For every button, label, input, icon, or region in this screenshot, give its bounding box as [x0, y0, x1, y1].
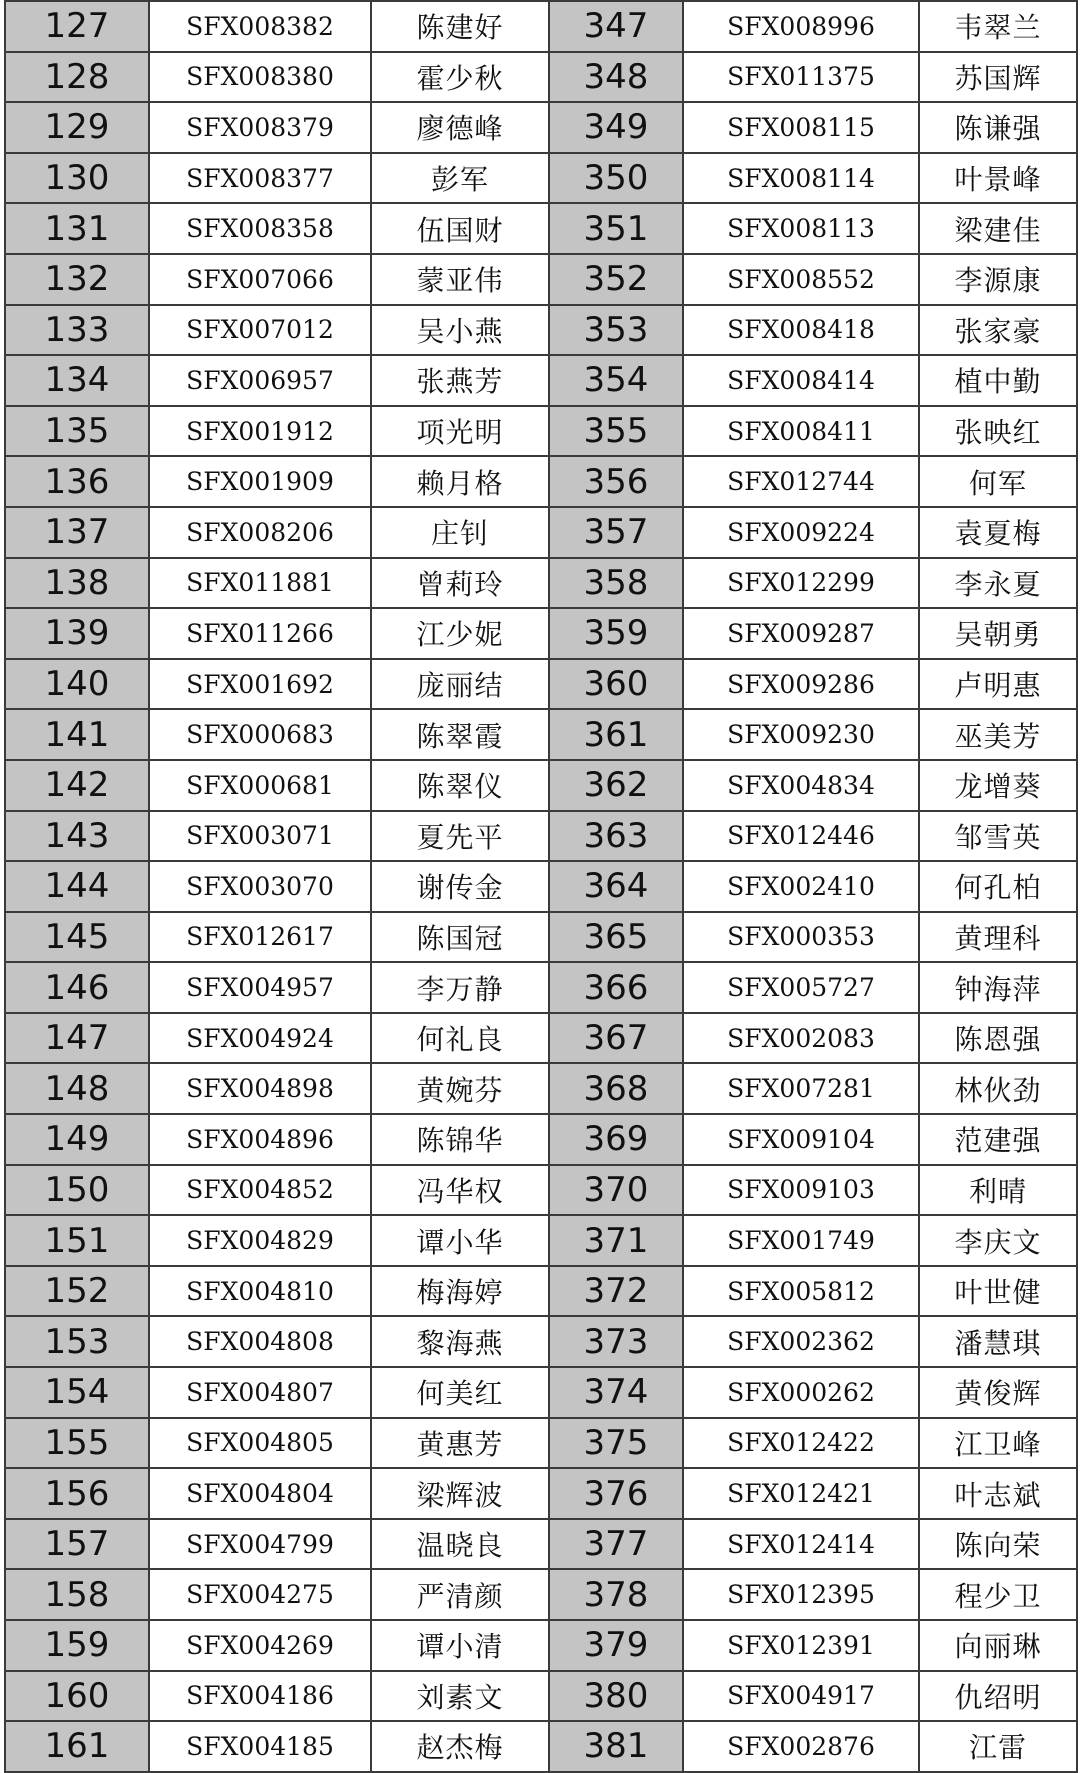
right-name-cell: 何军	[919, 456, 1077, 507]
right-name-cell: 仇绍明	[919, 1671, 1077, 1722]
table-row	[5, 1266, 1077, 1317]
right-number-cell: 379	[549, 1620, 683, 1671]
left-code-cell: SFX004829	[149, 1215, 371, 1266]
right-name-cell: 钟海萍	[919, 962, 1077, 1013]
right-name-cell: 范建强	[919, 1114, 1077, 1165]
right-number-cell: 349	[549, 102, 683, 153]
left-number-cell: 140	[5, 659, 149, 710]
left-name-cell: 曾莉玲	[371, 558, 549, 609]
right-name-cell: 陈谦强	[919, 102, 1077, 153]
left-name-cell: 严清颜	[371, 1569, 549, 1620]
table-row	[5, 1063, 1077, 1114]
left-number-cell: 132	[5, 254, 149, 305]
left-number-cell: 159	[5, 1620, 149, 1671]
left-code-cell: SFX007012	[149, 305, 371, 356]
table-row	[5, 1569, 1077, 1620]
roster-body	[5, 1, 1077, 1772]
left-name-cell: 黄婉芬	[371, 1063, 549, 1114]
right-number-cell: 356	[549, 456, 683, 507]
left-name-cell: 梅海婷	[371, 1266, 549, 1317]
left-number-cell: 155	[5, 1418, 149, 1469]
left-name-cell: 谭小华	[371, 1215, 549, 1266]
right-name-cell: 巫美芳	[919, 709, 1077, 760]
right-name-cell: 龙增葵	[919, 760, 1077, 811]
right-code-cell: SFX012395	[683, 1569, 919, 1620]
left-code-cell: SFX011881	[149, 558, 371, 609]
right-number-cell: 364	[549, 861, 683, 912]
left-code-cell: SFX004186	[149, 1671, 371, 1722]
table-row	[5, 709, 1077, 760]
left-number-cell: 145	[5, 912, 149, 963]
right-code-cell: SFX005812	[683, 1266, 919, 1317]
left-name-cell: 刘素文	[371, 1671, 549, 1722]
right-code-cell: SFX004834	[683, 760, 919, 811]
right-number-cell: 369	[549, 1114, 683, 1165]
right-name-cell: 李源康	[919, 254, 1077, 305]
left-code-cell: SFX004808	[149, 1316, 371, 1367]
right-number-cell: 368	[549, 1063, 683, 1114]
left-code-cell: SFX004852	[149, 1165, 371, 1216]
table-row	[5, 861, 1077, 912]
right-number-cell: 355	[549, 406, 683, 457]
left-name-cell: 霍少秋	[371, 52, 549, 103]
right-number-cell: 371	[549, 1215, 683, 1266]
right-code-cell: SFX002083	[683, 1013, 919, 1064]
right-name-cell: 张映红	[919, 406, 1077, 457]
table-row	[5, 1519, 1077, 1570]
table-row	[5, 659, 1077, 710]
left-number-cell: 153	[5, 1316, 149, 1367]
left-number-cell: 152	[5, 1266, 149, 1317]
right-name-cell: 植中勤	[919, 355, 1077, 406]
left-name-cell: 陈锦华	[371, 1114, 549, 1165]
right-name-cell: 吴朝勇	[919, 608, 1077, 659]
right-name-cell: 梁建佳	[919, 203, 1077, 254]
left-name-cell: 庄钊	[371, 507, 549, 558]
left-name-cell: 何美红	[371, 1367, 549, 1418]
table-row	[5, 355, 1077, 406]
right-code-cell: SFX009224	[683, 507, 919, 558]
table-row	[5, 52, 1077, 103]
table-row	[5, 608, 1077, 659]
left-number-cell: 127	[5, 1, 149, 52]
left-code-cell: SFX006957	[149, 355, 371, 406]
left-number-cell: 135	[5, 406, 149, 457]
left-code-cell: SFX012617	[149, 912, 371, 963]
right-code-cell: SFX005727	[683, 962, 919, 1013]
left-number-cell: 154	[5, 1367, 149, 1418]
left-number-cell: 134	[5, 355, 149, 406]
left-number-cell: 136	[5, 456, 149, 507]
table-row	[5, 558, 1077, 609]
table-row	[5, 811, 1077, 862]
right-name-cell: 李庆文	[919, 1215, 1077, 1266]
left-code-cell: SFX003070	[149, 861, 371, 912]
right-name-cell: 黄俊辉	[919, 1367, 1077, 1418]
right-code-cell: SFX002876	[683, 1721, 919, 1772]
right-number-cell: 362	[549, 760, 683, 811]
left-name-cell: 庞丽结	[371, 659, 549, 710]
right-number-cell: 359	[549, 608, 683, 659]
right-number-cell: 363	[549, 811, 683, 862]
left-number-cell: 137	[5, 507, 149, 558]
left-name-cell: 伍国财	[371, 203, 549, 254]
table-row	[5, 962, 1077, 1013]
table-row	[5, 1721, 1077, 1772]
right-number-cell: 372	[549, 1266, 683, 1317]
left-code-cell: SFX011266	[149, 608, 371, 659]
left-number-cell: 147	[5, 1013, 149, 1064]
left-number-cell: 130	[5, 153, 149, 204]
left-code-cell: SFX008377	[149, 153, 371, 204]
right-code-cell: SFX012422	[683, 1418, 919, 1469]
left-code-cell: SFX008382	[149, 1, 371, 52]
left-number-cell: 133	[5, 305, 149, 356]
table-row	[5, 1671, 1077, 1722]
table-row	[5, 1620, 1077, 1671]
left-code-cell: SFX008379	[149, 102, 371, 153]
left-number-cell: 146	[5, 962, 149, 1013]
left-name-cell: 李万静	[371, 962, 549, 1013]
table-row	[5, 456, 1077, 507]
right-number-cell: 353	[549, 305, 683, 356]
right-code-cell: SFX000262	[683, 1367, 919, 1418]
right-number-cell: 375	[549, 1418, 683, 1469]
right-name-cell: 张家豪	[919, 305, 1077, 356]
left-code-cell: SFX001912	[149, 406, 371, 457]
right-code-cell: SFX008418	[683, 305, 919, 356]
right-name-cell: 程少卫	[919, 1569, 1077, 1620]
right-name-cell: 向丽琳	[919, 1620, 1077, 1671]
right-name-cell: 叶志斌	[919, 1468, 1077, 1519]
right-number-cell: 366	[549, 962, 683, 1013]
left-code-cell: SFX001692	[149, 659, 371, 710]
left-code-cell: SFX004924	[149, 1013, 371, 1064]
right-number-cell: 378	[549, 1569, 683, 1620]
table-row	[5, 406, 1077, 457]
left-name-cell: 陈建好	[371, 1, 549, 52]
right-name-cell: 李永夏	[919, 558, 1077, 609]
table-row	[5, 1418, 1077, 1469]
right-code-cell: SFX011375	[683, 52, 919, 103]
right-code-cell: SFX008996	[683, 1, 919, 52]
left-name-cell: 项光明	[371, 406, 549, 457]
right-name-cell: 利晴	[919, 1165, 1077, 1216]
table-row	[5, 912, 1077, 963]
right-name-cell: 卢明惠	[919, 659, 1077, 710]
left-name-cell: 蒙亚伟	[371, 254, 549, 305]
table-row	[5, 1013, 1077, 1064]
left-code-cell: SFX004269	[149, 1620, 371, 1671]
left-code-cell: SFX004799	[149, 1519, 371, 1570]
table-row	[5, 203, 1077, 254]
right-code-cell: SFX008552	[683, 254, 919, 305]
left-name-cell: 张燕芳	[371, 355, 549, 406]
left-code-cell: SFX004804	[149, 1468, 371, 1519]
right-number-cell: 361	[549, 709, 683, 760]
right-number-cell: 347	[549, 1, 683, 52]
left-number-cell: 143	[5, 811, 149, 862]
left-name-cell: 赖月格	[371, 456, 549, 507]
right-code-cell: SFX001749	[683, 1215, 919, 1266]
right-number-cell: 373	[549, 1316, 683, 1367]
right-code-cell: SFX009287	[683, 608, 919, 659]
left-name-cell: 陈翠霞	[371, 709, 549, 760]
left-name-cell: 赵杰梅	[371, 1721, 549, 1772]
table-row	[5, 254, 1077, 305]
right-name-cell: 韦翠兰	[919, 1, 1077, 52]
right-number-cell: 350	[549, 153, 683, 204]
table-row	[5, 1367, 1077, 1418]
right-code-cell: SFX000353	[683, 912, 919, 963]
left-name-cell: 陈国冠	[371, 912, 549, 963]
right-number-cell: 370	[549, 1165, 683, 1216]
right-name-cell: 林伙劲	[919, 1063, 1077, 1114]
right-code-cell: SFX012299	[683, 558, 919, 609]
table-row	[5, 1114, 1077, 1165]
left-name-cell: 冯华权	[371, 1165, 549, 1216]
left-name-cell: 黎海燕	[371, 1316, 549, 1367]
left-code-cell: SFX004807	[149, 1367, 371, 1418]
table-row	[5, 1468, 1077, 1519]
right-code-cell: SFX004917	[683, 1671, 919, 1722]
left-number-cell: 139	[5, 608, 149, 659]
right-number-cell: 354	[549, 355, 683, 406]
table-row	[5, 1, 1077, 52]
left-code-cell: SFX004805	[149, 1418, 371, 1469]
left-number-cell: 160	[5, 1671, 149, 1722]
left-code-cell: SFX000681	[149, 760, 371, 811]
right-number-cell: 381	[549, 1721, 683, 1772]
right-code-cell: SFX002362	[683, 1316, 919, 1367]
table-row	[5, 1215, 1077, 1266]
right-number-cell: 365	[549, 912, 683, 963]
right-code-cell: SFX009286	[683, 659, 919, 710]
left-number-cell: 144	[5, 861, 149, 912]
left-name-cell: 谢传金	[371, 861, 549, 912]
left-number-cell: 148	[5, 1063, 149, 1114]
left-code-cell: SFX001909	[149, 456, 371, 507]
left-number-cell: 150	[5, 1165, 149, 1216]
right-number-cell: 360	[549, 659, 683, 710]
right-number-cell: 380	[549, 1671, 683, 1722]
left-number-cell: 157	[5, 1519, 149, 1570]
left-number-cell: 151	[5, 1215, 149, 1266]
left-number-cell: 149	[5, 1114, 149, 1165]
right-number-cell: 358	[549, 558, 683, 609]
left-name-cell: 梁辉波	[371, 1468, 549, 1519]
left-code-cell: SFX008206	[149, 507, 371, 558]
left-number-cell: 158	[5, 1569, 149, 1620]
left-number-cell: 129	[5, 102, 149, 153]
left-code-cell: SFX008358	[149, 203, 371, 254]
left-code-cell: SFX004898	[149, 1063, 371, 1114]
right-code-cell: SFX012421	[683, 1468, 919, 1519]
left-name-cell: 廖德峰	[371, 102, 549, 153]
right-name-cell: 苏国辉	[919, 52, 1077, 103]
left-number-cell: 156	[5, 1468, 149, 1519]
left-name-cell: 黄惠芳	[371, 1418, 549, 1469]
left-number-cell: 142	[5, 760, 149, 811]
left-code-cell: SFX004896	[149, 1114, 371, 1165]
right-name-cell: 陈向荣	[919, 1519, 1077, 1570]
right-number-cell: 351	[549, 203, 683, 254]
right-code-cell: SFX008114	[683, 153, 919, 204]
left-number-cell: 138	[5, 558, 149, 609]
right-number-cell: 348	[549, 52, 683, 103]
right-name-cell: 潘慧琪	[919, 1316, 1077, 1367]
left-number-cell: 161	[5, 1721, 149, 1772]
right-name-cell: 叶世健	[919, 1266, 1077, 1317]
left-number-cell: 128	[5, 52, 149, 103]
right-code-cell: SFX012414	[683, 1519, 919, 1570]
left-name-cell: 彭军	[371, 153, 549, 204]
left-name-cell: 温晓良	[371, 1519, 549, 1570]
left-code-cell: SFX007066	[149, 254, 371, 305]
left-name-cell: 陈翠仪	[371, 760, 549, 811]
left-number-cell: 141	[5, 709, 149, 760]
left-name-cell: 夏先平	[371, 811, 549, 862]
right-name-cell: 袁夏梅	[919, 507, 1077, 558]
right-code-cell: SFX009104	[683, 1114, 919, 1165]
right-code-cell: SFX008414	[683, 355, 919, 406]
left-name-cell: 谭小清	[371, 1620, 549, 1671]
right-code-cell: SFX012391	[683, 1620, 919, 1671]
left-code-cell: SFX004185	[149, 1721, 371, 1772]
roster-table	[4, 0, 1078, 1773]
table-row	[5, 507, 1077, 558]
left-number-cell: 131	[5, 203, 149, 254]
right-number-cell: 357	[549, 507, 683, 558]
left-name-cell: 吴小燕	[371, 305, 549, 356]
left-code-cell: SFX004275	[149, 1569, 371, 1620]
right-name-cell: 何孔柏	[919, 861, 1077, 912]
left-code-cell: SFX004810	[149, 1266, 371, 1317]
left-code-cell: SFX003071	[149, 811, 371, 862]
right-code-cell: SFX008113	[683, 203, 919, 254]
right-number-cell: 352	[549, 254, 683, 305]
right-name-cell: 黄理科	[919, 912, 1077, 963]
right-number-cell: 374	[549, 1367, 683, 1418]
table-row	[5, 102, 1077, 153]
right-name-cell: 江雷	[919, 1721, 1077, 1772]
table-row	[5, 305, 1077, 356]
left-code-cell: SFX004957	[149, 962, 371, 1013]
left-name-cell: 何礼良	[371, 1013, 549, 1064]
right-code-cell: SFX012446	[683, 811, 919, 862]
right-name-cell: 江卫峰	[919, 1418, 1077, 1469]
right-name-cell: 陈恩强	[919, 1013, 1077, 1064]
right-code-cell: SFX009103	[683, 1165, 919, 1216]
left-name-cell: 江少妮	[371, 608, 549, 659]
table-row	[5, 1165, 1077, 1216]
right-code-cell: SFX008115	[683, 102, 919, 153]
table-row	[5, 153, 1077, 204]
right-code-cell: SFX012744	[683, 456, 919, 507]
right-code-cell: SFX002410	[683, 861, 919, 912]
table-row	[5, 760, 1077, 811]
left-code-cell: SFX008380	[149, 52, 371, 103]
right-number-cell: 376	[549, 1468, 683, 1519]
right-number-cell: 367	[549, 1013, 683, 1064]
right-name-cell: 邹雪英	[919, 811, 1077, 862]
right-name-cell: 叶景峰	[919, 153, 1077, 204]
left-code-cell: SFX000683	[149, 709, 371, 760]
right-code-cell: SFX007281	[683, 1063, 919, 1114]
right-number-cell: 377	[549, 1519, 683, 1570]
right-code-cell: SFX009230	[683, 709, 919, 760]
table-row	[5, 1316, 1077, 1367]
right-code-cell: SFX008411	[683, 406, 919, 457]
